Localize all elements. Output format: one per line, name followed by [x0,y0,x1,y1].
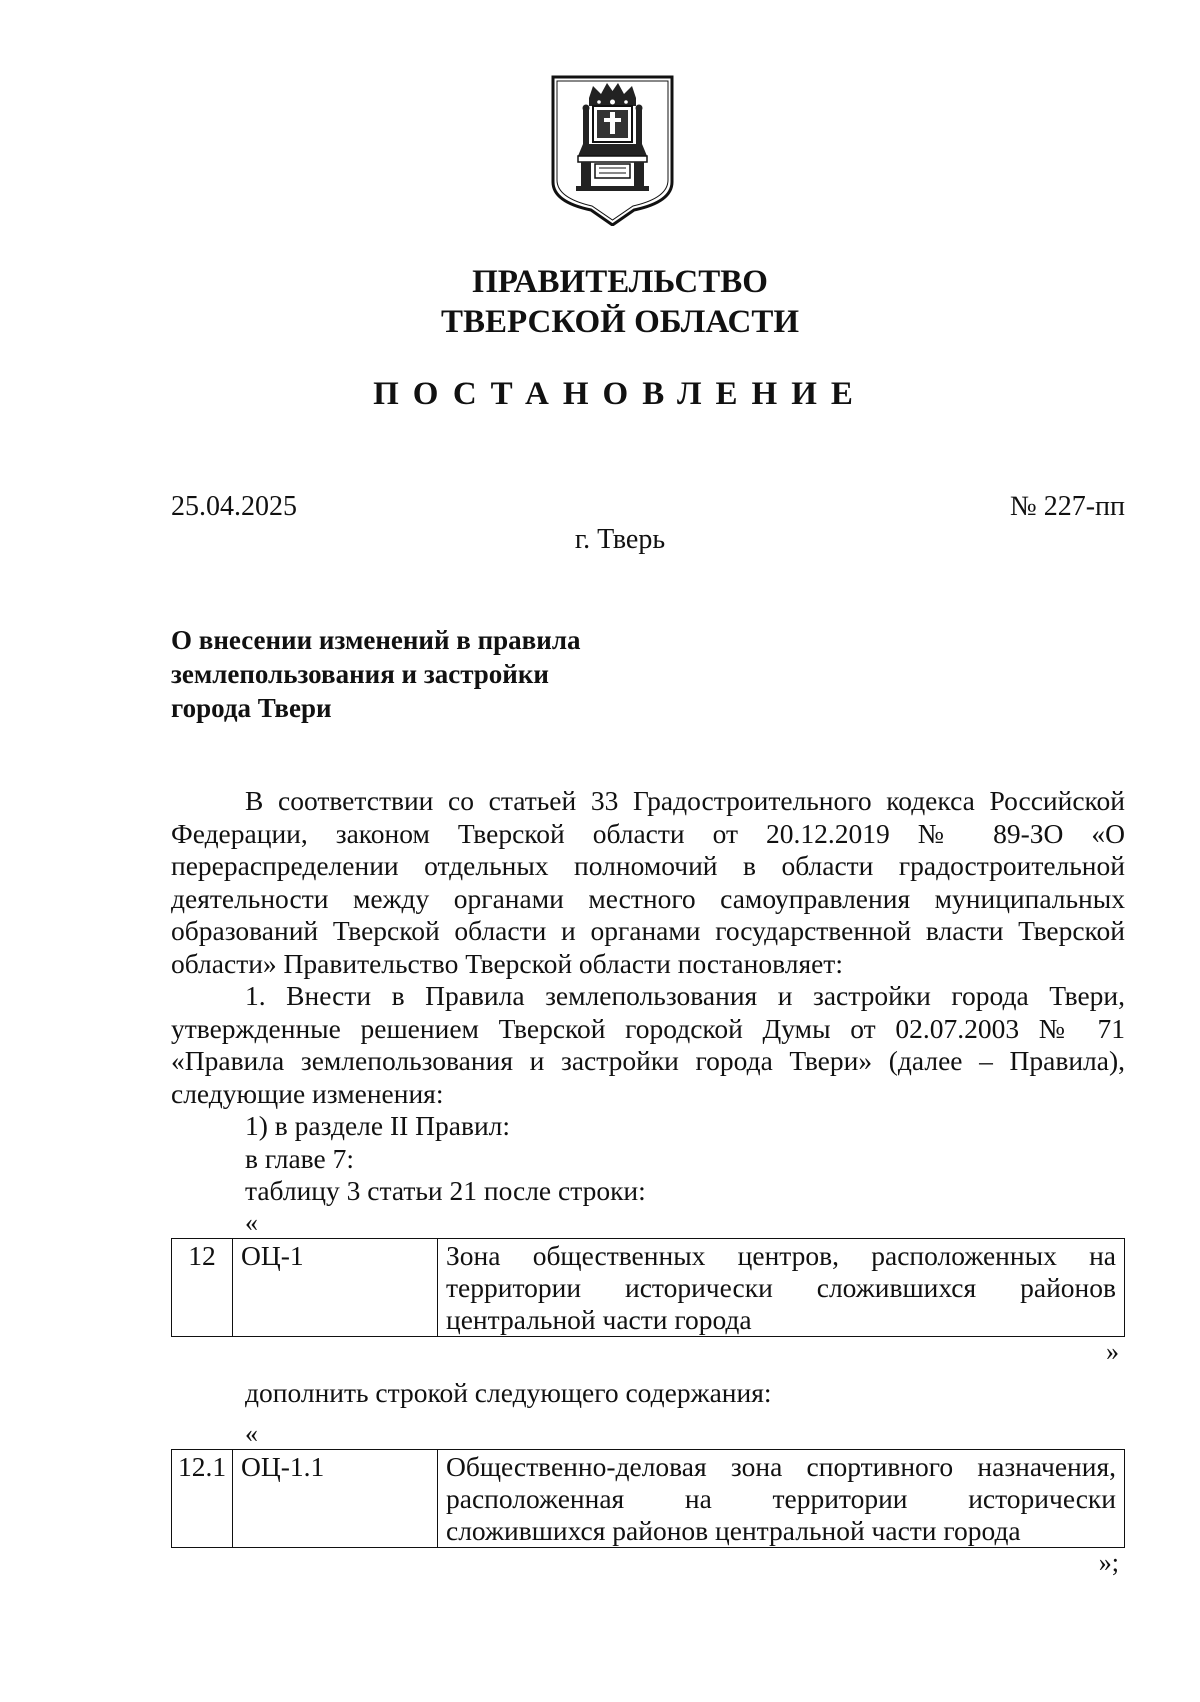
zone-table-existing-row [171,1238,1125,1337]
table1-open-quote: « [245,1207,258,1237]
document-city: г. Тверь [574,524,666,555]
table2-open-quote: « [245,1419,258,1448]
subitem-chapter-line: в главе 7: [245,1142,354,1174]
document-number: № 227-пп [1009,491,1125,522]
document-body [171,785,1125,1578]
zone-number-cell: 12.1 [172,1450,233,1548]
item-1-paragraph: 1. Внести в Правила землепользования и застройки города Твери, утвержденные решением Тверской городской Думы от 02.07.2003 № 71 «Правила землепользования и застройки города Твери» (далее – Правила), следующие изменения: [171,980,1125,1109]
subject-line2: землепользования и застройки [171,659,549,689]
zone-code-cell: ОЦ-1 [233,1238,438,1336]
zone-table-new-row [171,1449,1125,1548]
subject-line3: города Твери [171,693,332,723]
add-row-line: дополнить строкой следующего содержания: [245,1376,772,1408]
table2-close-quote: »; [1098,1548,1119,1577]
table-row [172,1238,1125,1336]
document-subject [171,623,580,725]
zone-number-cell: 12 [172,1238,233,1336]
government-title-line2: ТВЕРСКОЙ ОБЛАСТИ [440,304,800,340]
table-row [172,1450,1125,1548]
table1-close-quote: » [1106,1336,1119,1366]
government-title [0,262,1200,342]
zone-description-cell: Общественно-деловая зона спортивного назначения, расположенная на территории исторически сложившихся районов центральной части города [438,1450,1125,1548]
zone-description-cell: Зона общественных центров, расположенных на территории исторически сложившихся районов центральной части города [438,1238,1125,1336]
subitem-table-line: таблицу 3 статьи 21 после строки: [245,1175,646,1206]
subject-line1: О внесении изменений в правила [171,625,581,655]
document-date: 25.04.2025 [171,491,297,522]
document-type-title: ПОСТАНОВЛЕНИЕ [373,376,867,412]
subitem-section-line: 1) в разделе II Правил: [245,1110,511,1141]
government-title-line1: ПРАВИТЕЛЬСТВО [472,264,768,300]
zone-code-cell: ОЦ-1.1 [233,1450,438,1548]
coat-of-arms-emblem [549,74,676,226]
intro-paragraph: В соответствии со статьей 33 Градостроительного кодекса Российской Федерации, законом Тверской области от 20.12.2019 № 89-ЗО «О перераспределении отдельных полномочий в области градостроительной деятельности между органами местного самоуправления муниципальных образований Тверской области и органами государственной власти Тверской области» Правительство Тверской области постановляет: [171,785,1125,979]
